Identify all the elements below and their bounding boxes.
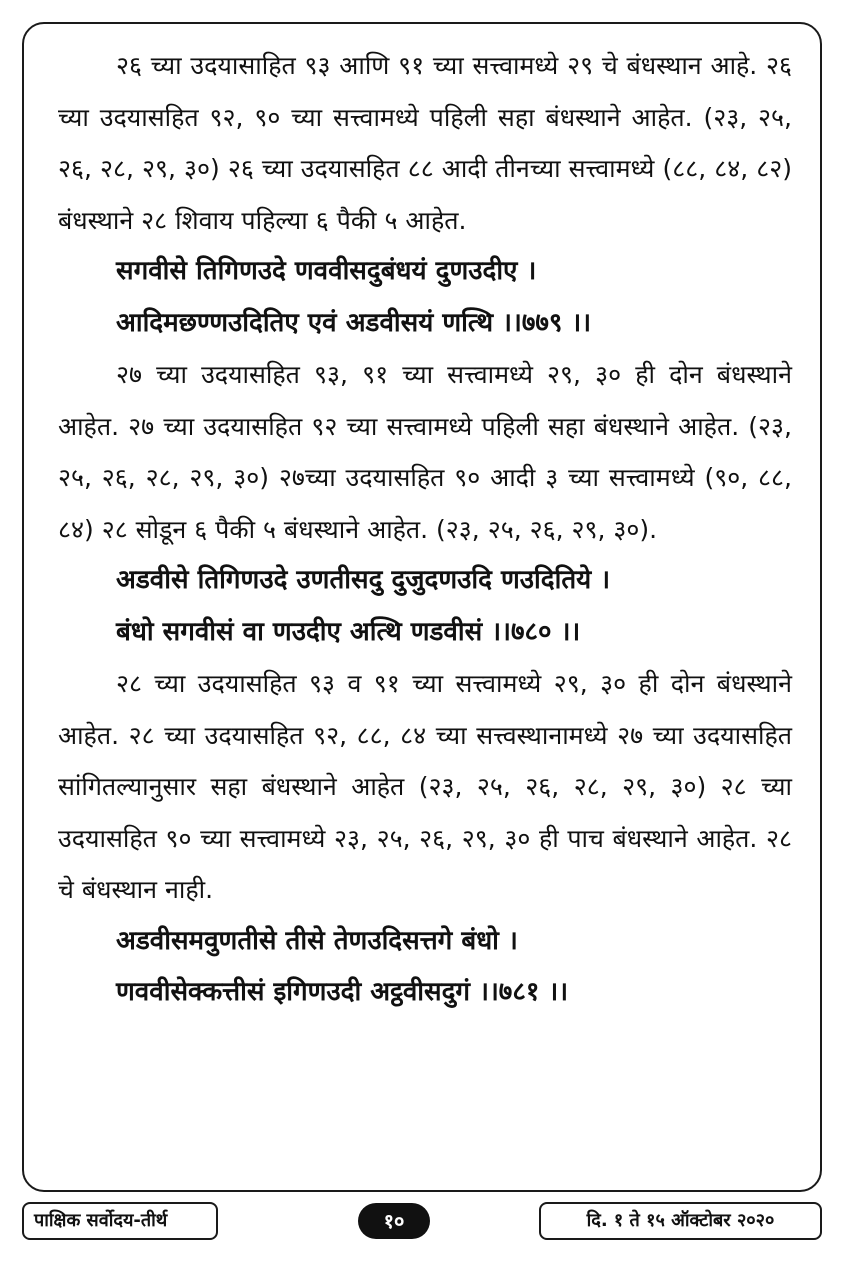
page-content (58, 40, 792, 1019)
page-number: १० (358, 1203, 430, 1239)
verse-781-line-1: अडवीसमवुणतीसे तीसे तेणउदिसत्तगे बंधो । (116, 925, 518, 956)
verse-779-line-1: सगवीसे तिगिणउदे णववीसदुबंधयं दुणउदीए । (116, 256, 537, 286)
paragraph-1: २६ च्या उदयासाहित ९३ आणि ९१ च्या सत्त्वामध्ये २९ चे बंधस्थान आहे. २६ च्या उदयासहित ९२, ९० च्या सत्त्वामध्ये पहिली सहा बंधस्थाने आहेत. (२३, २५, २६, २८, २९, ३०) २६ च्या उदयासहित ८८ आदी तीनच्या सत्त्वामध्ये (८८, ८४, ८२) बंधस्थाने २८ शिवाय पहिल्या ६ पैकी ५ आहेत. (58, 51, 792, 235)
page-footer (22, 1202, 822, 1242)
verse-780-line-2: बंधो सगवीसं वा णउदीए अत्थि णडवीसं ।।७८० ।। (116, 616, 581, 647)
publication-name: पाक्षिक सर्वोदय-तीर्थ (22, 1202, 218, 1240)
verse-781-line-2: णववीसेक्कत्तीसं इगिणउदी अट्ठवीसदुगं ।।७८१ ।। (116, 977, 569, 1007)
verse-779-line-2: आदिमछण्णउदितिए एवं अडवीसयं णत्थि ।।७७९ ।। (116, 307, 592, 338)
paragraph-2: २७ च्या उदयासहित ९३, ९१ च्या सत्त्वामध्ये २९, ३० ही दोन बंधस्थाने आहेत. २७ च्या उदयासहित ९२ च्या सत्त्वामध्ये पहिली सहा बंधस्थाने आहेत. (२३, २५, २६, २८, २९, ३०) २७च्या उदयासहित ९० आदी ३ च्या सत्त्वामध्ये (९०, ८८, ८४) २८ सोडून ६ पैकी ५ बंधस्थाने आहेत. (२३, २५, २६, २९, ३०). (58, 360, 792, 544)
paragraph-3: २८ च्या उदयासहित ९३ व ९१ च्या सत्त्वामध्ये २९, ३० ही दोन बंधस्थाने आहेत. २८ च्या उदयासहित ९२, ८८, ८४ च्या सत्त्वस्थानामध्ये २७ च्या उदयासहित सांगितल्यानुसार सहा बंधस्थाने आहेत (२३, २५, २६, २८, २९, ३०) २८ च्या उदयासहित ९० च्या सत्त्वामध्ये २३, २५, २६, २९, ३० ही पाच बंधस्थाने आहेत. २८ चे बंधस्थान नाही. (58, 669, 792, 904)
verse-780-line-1: अडवीसे तिगिणउदे उणतीसदु दुजुदणउदि णउदितिये । (116, 565, 611, 595)
issue-date: दि. १ ते १५ ऑक्टोबर २०२० (539, 1202, 822, 1240)
